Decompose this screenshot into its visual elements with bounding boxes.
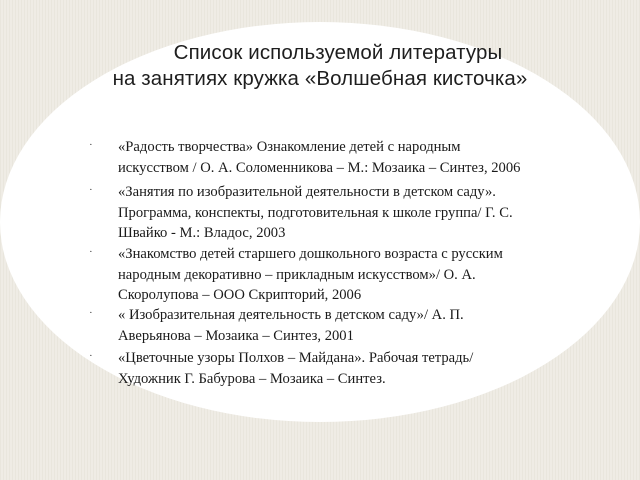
- reference-line: «Цветочные узоры Полхов – Майдана». Рабочая тетрадь/: [118, 350, 474, 366]
- reference-line: народным декоративно – прикладным искусством»/ О. А.: [118, 266, 476, 283]
- reference-text: [118, 305, 578, 346]
- bullet-icon: ·: [89, 350, 93, 362]
- reference-line: « Изобразительная деятельность в детском саду»/ А. П.: [118, 307, 464, 323]
- reference-line: Художник Г. Бабурова – Мозаика – Синтез.: [118, 370, 386, 387]
- reference-line: «Занятия по изобразительной деятельности в детском саду».: [118, 184, 496, 200]
- reference-line: Программа, конспекты, подготовительная к школе группа/ Г. С.: [118, 204, 513, 221]
- reference-line: Скоролупова – ООО Скрипторий, 2006: [118, 287, 362, 303]
- reference-text: [118, 244, 578, 306]
- reference-line: «Знакомство детей старшего дошкольного возраста с русским: [118, 246, 503, 262]
- bullet-icon: ·: [89, 139, 93, 151]
- reference-line: Аверьянова – Мозаика – Синтез, 2001: [118, 327, 354, 344]
- title-line-1: Список используемой литературы: [173, 41, 503, 64]
- reference-line: искусством / О. А. Соломенникова – М.: Мозаика – Синтез, 2006: [118, 159, 521, 176]
- reference-text: [118, 182, 578, 244]
- reference-line: Швайко - М.: Владос, 2003: [118, 225, 286, 241]
- reference-text: [118, 348, 578, 389]
- title-line-2: на занятиях кружка «Волшебная кисточка»: [112, 67, 528, 90]
- reference-text: [118, 137, 578, 178]
- reference-line: «Радость творчества» Ознакомление детей с народным: [118, 139, 461, 155]
- bullet-icon: ·: [89, 307, 93, 319]
- bullet-icon: ·: [89, 184, 93, 196]
- page-title: [0, 40, 640, 92]
- bullet-icon: ·: [89, 246, 93, 258]
